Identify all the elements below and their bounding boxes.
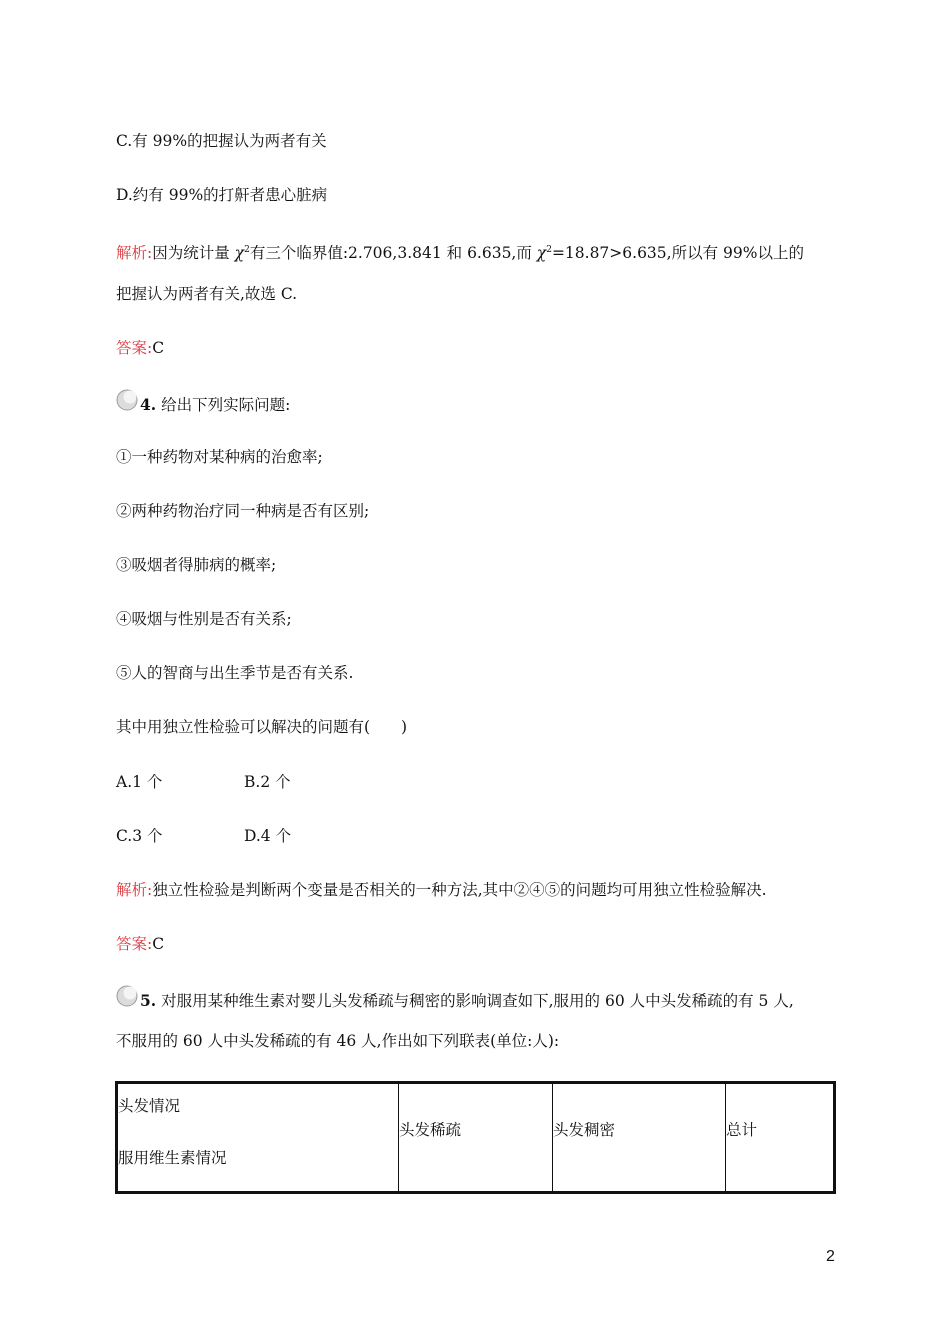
corner-cell (117, 1083, 399, 1193)
q3-analysis-line1 (116, 239, 804, 264)
q4-option-a: A.1 个 (116, 773, 163, 791)
analysis-label: 解析: (116, 244, 153, 263)
q4-option-b: B.2 个 (244, 773, 291, 791)
q5-stem-text: 对服用某种维生素对婴儿头发稀疏与稠密的影响调查如下,服用的 60 人中头发稀疏的有 5 人, (156, 992, 794, 1010)
q4-item-5: ⑤人的智商与出生季节是否有关系. (116, 664, 354, 682)
header-dense: 头发稠密 (553, 1083, 726, 1193)
q5-stem-line2: 不服用的 60 人中头发稀疏的有 46 人,作出如下列联表(单位:人): (116, 1032, 560, 1050)
answer-label: 答案: (116, 339, 153, 357)
corner-bottom-label: 服用维生素情况 (118, 1149, 227, 1167)
corner-top-label: 头发情况 (118, 1097, 181, 1115)
answer-label: 答案: (116, 935, 153, 953)
analysis-text-3: =18.87>6.635,所以有 99%以上的 (551, 244, 804, 263)
q4-answer (116, 933, 164, 955)
q5-stem-line1 (140, 990, 794, 1012)
q3-answer (116, 337, 164, 359)
analysis-label: 解析: (116, 881, 153, 899)
q4-stem-text: 给出下列实际问题: (156, 396, 291, 414)
q4-analysis (116, 879, 767, 901)
q4-option-d: D.4 个 (244, 827, 292, 845)
chi-symbol: χ (234, 244, 245, 263)
chi-exponent-2: 2 (546, 245, 552, 255)
q4-stem (140, 394, 290, 416)
header-total: 总计 (726, 1083, 835, 1193)
question-badge-icon (116, 985, 138, 1007)
chi-exponent: 2 (244, 245, 250, 255)
answer-value: C (152, 935, 165, 953)
q4-item-2: ②两种药物治疗同一种病是否有区别; (116, 502, 370, 520)
option-d: D.约有 99%的打鼾者患心脏病 (116, 186, 328, 204)
q4-analysis-text: 独立性检验是判断两个变量是否相关的一种方法,其中②④⑤的问题均可用独立性检验解决. (152, 881, 767, 899)
answer-value: C (152, 339, 165, 357)
page-number: 2 (826, 1248, 835, 1265)
q5-number: 5. (140, 991, 157, 1010)
option-c: C.有 99%的把握认为两者有关 (116, 132, 327, 150)
q4-option-c: C.3 个 (116, 827, 163, 845)
analysis-text-1: 因为统计量 (152, 244, 235, 263)
q4-question: 其中用独立性检验可以解决的问题有( ) (116, 718, 408, 736)
q4-item-1: ①一种药物对某种病的治愈率; (116, 448, 323, 466)
q4-item-4: ④吸烟与性别是否有关系; (116, 610, 292, 628)
chi-symbol-2: χ (536, 244, 547, 263)
q4-number: 4. (140, 395, 157, 414)
header-sparse: 头发稀疏 (399, 1083, 553, 1193)
analysis-text-2: 有三个临界值:2.706,3.841 和 6.635,而 (249, 244, 537, 263)
contingency-table (115, 1081, 836, 1194)
question-badge-icon (116, 389, 138, 411)
q4-item-3: ③吸烟者得肺病的概率; (116, 556, 277, 574)
table-row (117, 1083, 835, 1193)
q3-analysis-line2: 把握认为两者有关,故选 C. (116, 285, 298, 303)
